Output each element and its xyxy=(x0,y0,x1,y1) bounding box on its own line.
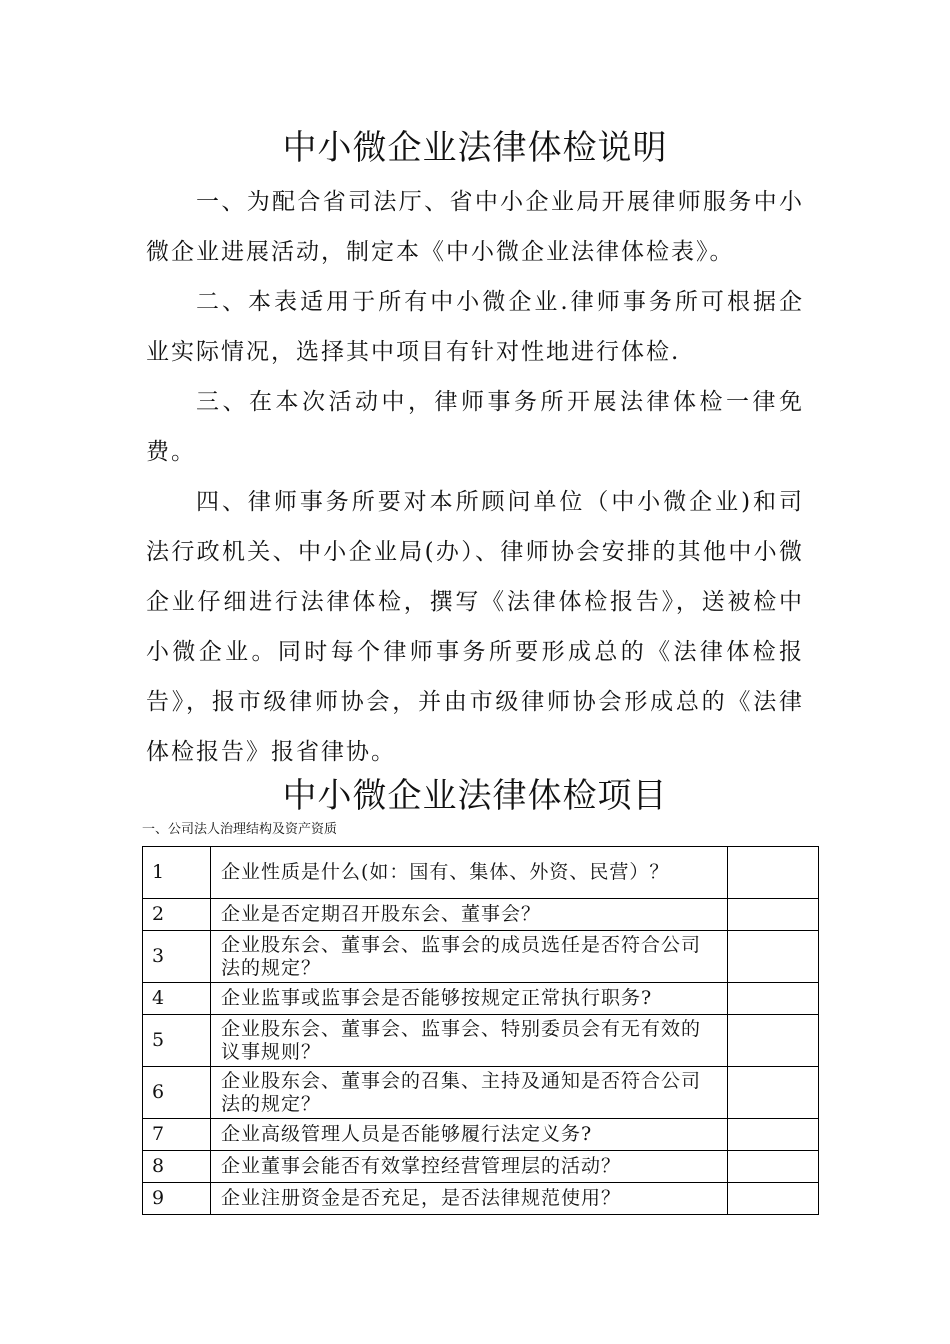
document-title: 中小微企业法律体检说明 xyxy=(282,128,668,168)
item-note-cell xyxy=(728,1015,819,1067)
table-row xyxy=(143,1151,819,1183)
item-number: 8 xyxy=(143,1151,211,1183)
item-note-cell xyxy=(728,983,819,1015)
paragraph-2: 二、本表适用于所有中小微企业.律师事务所可根据企业实际情况，选择其中项目有针对性地进行体检. xyxy=(146,289,804,365)
item-question: 企业监事或监事会是否能够按规定正常执行职务? xyxy=(211,983,728,1015)
item-question: 企业股东会、董事会的召集、主持及通知是否符合公司法的规定？ xyxy=(211,1067,728,1119)
item-question: 企业注册资金是否充足，是否法律规范使用？ xyxy=(211,1183,728,1215)
table-row xyxy=(143,1119,819,1151)
table-row xyxy=(143,931,819,983)
item-note-cell xyxy=(728,1183,819,1215)
item-question: 企业股东会、董事会、监事会、特别委员会有无有效的议事规则？ xyxy=(211,1015,728,1067)
inspection-items-table xyxy=(142,846,819,1215)
item-note-cell xyxy=(728,899,819,931)
item-number: 3 xyxy=(143,931,211,983)
item-number: 4 xyxy=(143,983,211,1015)
item-question: 企业股东会、董事会、监事会的成员选任是否符合公司法的规定？ xyxy=(211,931,728,983)
table-row xyxy=(143,1015,819,1067)
item-number: 2 xyxy=(143,899,211,931)
item-number: 1 xyxy=(143,847,211,899)
item-note-cell xyxy=(728,1067,819,1119)
item-note-cell xyxy=(728,847,819,899)
item-question: 企业是否定期召开股东会、董事会？ xyxy=(211,899,728,931)
table-row xyxy=(143,847,819,899)
item-question: 企业高级管理人员是否能够履行法定义务? xyxy=(211,1119,728,1151)
table-row xyxy=(143,1067,819,1119)
item-note-cell xyxy=(728,1119,819,1151)
paragraph-1: 一、为配合省司法厅、省中小企业局开展律师服务中小微企业进展活动，制定本《中小微企业法律体检表》。 xyxy=(146,189,804,265)
item-note-cell xyxy=(728,1151,819,1183)
item-number: 7 xyxy=(143,1119,211,1151)
table-row xyxy=(143,1183,819,1215)
paragraph-4: 四、律师事务所要对本所顾问单位（中小微企业)和司法行政机关、中小企业局(办）、律师协会安排的其他中小微企业仔细进行法律体检，撰写《法律体检报告》，送被检中小微企业。同时每个律师事务所要形成总的《法律体检报告》，报市级律师协会，并由市级律师协会形成总的《法律体检报告》报省律协。 xyxy=(146,489,804,765)
item-question: 企业董事会能否有效掌控经营管理层的活动？ xyxy=(211,1151,728,1183)
section-title: 中小微企业法律体检项目 xyxy=(282,776,668,816)
section-heading: 一、公司法人治理结构及资产资质 xyxy=(142,822,338,837)
item-number: 6 xyxy=(143,1067,211,1119)
item-note-cell xyxy=(728,931,819,983)
table-row xyxy=(143,983,819,1015)
item-number: 9 xyxy=(143,1183,211,1215)
item-question: 企业性质是什么(如：国有、集体、外资、民营）？ xyxy=(211,847,728,899)
item-number: 5 xyxy=(143,1015,211,1067)
paragraph-3: 三、在本次活动中，律师事务所开展法律体检一律免费。 xyxy=(146,389,804,465)
table-row xyxy=(143,899,819,931)
